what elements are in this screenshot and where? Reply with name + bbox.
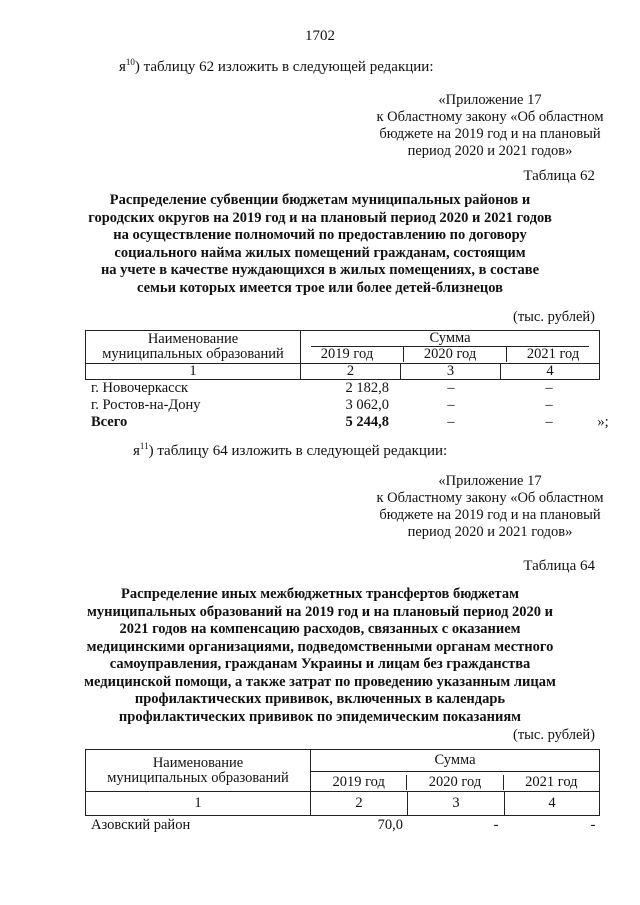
appendix-line: период 2020 и 2021 годов» [407, 143, 573, 159]
col-number: 1 [86, 792, 311, 816]
row-name: г. Ростов-на-Дону [91, 397, 201, 413]
appendix-line: «Приложение 17 [438, 92, 542, 108]
header-name-line: Наименование [152, 754, 244, 771]
table-label-62: Таблица 62 [523, 168, 595, 184]
table-title-64 [40, 586, 600, 726]
title-line: профилактических прививок по эпидемическим показаниям [118, 708, 522, 725]
row-value-2020: - [493, 817, 499, 833]
col-number: 2 [301, 364, 401, 380]
amendment-marker: я [119, 59, 126, 75]
row-value-2021: - [590, 817, 596, 833]
amendment-paragraph-62 [119, 59, 434, 76]
row-value-2021: – [545, 380, 553, 396]
total-value-2020: – [447, 414, 455, 430]
appendix-line: «Приложение 17 [438, 473, 542, 489]
appendix-line: к Областному закону «Об областном [376, 109, 604, 125]
header-name-line: Наименование [147, 331, 239, 347]
col-number: 4 [505, 792, 600, 816]
page-number: 1702 [305, 28, 335, 44]
header-table-64 [85, 749, 600, 816]
footnote-ref: 11 [139, 441, 149, 451]
header-name-cell [86, 750, 311, 792]
row-value-2019: 70,0 [377, 817, 403, 833]
row-name: Азовский район [91, 817, 191, 833]
amendment-text: ) таблицу 62 изложить в следующей редакции: [134, 59, 434, 75]
closing-quote: »; [597, 414, 609, 430]
title-line: муниципальных образований на 2019 год и на плановый период 2020 и [86, 603, 554, 620]
table-total-row [91, 414, 621, 431]
row-value-2019: 2 182,8 [345, 380, 389, 396]
title-line: 2021 годов на компенсацию расходов, связанных с оказанием [119, 621, 521, 637]
header-sum-cell [301, 331, 600, 364]
total-label: Всего [91, 414, 128, 430]
header-name-line: муниципальных образований [107, 769, 289, 786]
title-line: Распределение иных межбюджетных трансфертов бюджетам [121, 586, 519, 602]
units-label-64: (тыс. рублей) [513, 727, 595, 743]
col-number: 1 [86, 364, 301, 380]
title-line: социального найма жилых помещений гражданам, состоящим [114, 244, 526, 261]
amendment-marker: я [133, 443, 140, 459]
row-value-2020: – [447, 380, 455, 396]
col-number: 3 [408, 792, 505, 816]
appendix-line: бюджете на 2019 год и на плановый [379, 126, 601, 142]
header-year-2019: 2019 год [320, 346, 374, 362]
row-value-2019: 3 062,0 [345, 397, 389, 413]
header-year-2021: 2021 год [503, 775, 599, 790]
row-name: г. Новочеркасск [91, 380, 189, 396]
footnote-ref: 10 [125, 57, 135, 67]
title-line: медицинской помощи, а также затрат по проведению указанным лицам [84, 673, 556, 690]
header-sum-cell [311, 750, 600, 792]
appendix-line: бюджете на 2019 год и на плановый [379, 507, 601, 523]
row-value-2021: – [545, 397, 553, 413]
header-year-2020: 2020 год [403, 347, 496, 362]
total-value-2019: 5 244,8 [345, 414, 389, 430]
col-number: 4 [501, 364, 600, 380]
header-year-2020: 2020 год [406, 775, 502, 790]
row-value-2020: – [447, 397, 455, 413]
appendix-line: период 2020 и 2021 годов» [407, 524, 573, 540]
header-year-2019: 2019 год [332, 774, 385, 790]
col-number: 2 [311, 792, 408, 816]
title-line: семьи которых имеется трое или более детей-близнецов [136, 279, 504, 296]
amendment-text: ) таблицу 64 изложить в следующей редакции: [148, 443, 448, 459]
header-name-line: муниципальных образований [102, 346, 284, 362]
header-year-2021: 2021 год [506, 347, 599, 362]
header-name-cell [86, 331, 301, 364]
table-label-64: Таблица 64 [523, 558, 595, 574]
appendix-line: к Областному закону «Об областном [376, 490, 604, 506]
title-line: на учете в качестве нуждающихся в жилых помещениях, в составе [100, 262, 540, 278]
title-line: городских округов на 2019 год и на плановый период 2020 и 2021 годов [88, 209, 552, 226]
units-label-62: (тыс. рублей) [513, 309, 595, 325]
table-row [91, 817, 603, 834]
table-row [91, 380, 611, 397]
title-line: на осуществление полномочий по предоставлению по договору [113, 227, 527, 243]
title-line: профилактических прививок, включенных в календарь [134, 691, 506, 707]
appendix-note-62 [330, 92, 640, 160]
table-row [91, 397, 611, 414]
appendix-note-64 [325, 473, 640, 541]
title-line: Распределение субвенции бюджетам муниципальных районов и [109, 192, 531, 208]
header-sum-label: Сумма [311, 750, 599, 772]
header-table-62 [85, 330, 600, 380]
title-line: самоуправления, гражданам Украины и лицам без гражданства [109, 656, 531, 672]
title-line: медицинскими организациями, подведомственными органам местного [86, 638, 554, 655]
header-sum-label: Сумма [311, 331, 589, 347]
amendment-paragraph-64 [133, 443, 447, 460]
col-number: 3 [401, 364, 501, 380]
table-title-62 [40, 192, 600, 297]
total-value-2021: – [545, 414, 553, 430]
